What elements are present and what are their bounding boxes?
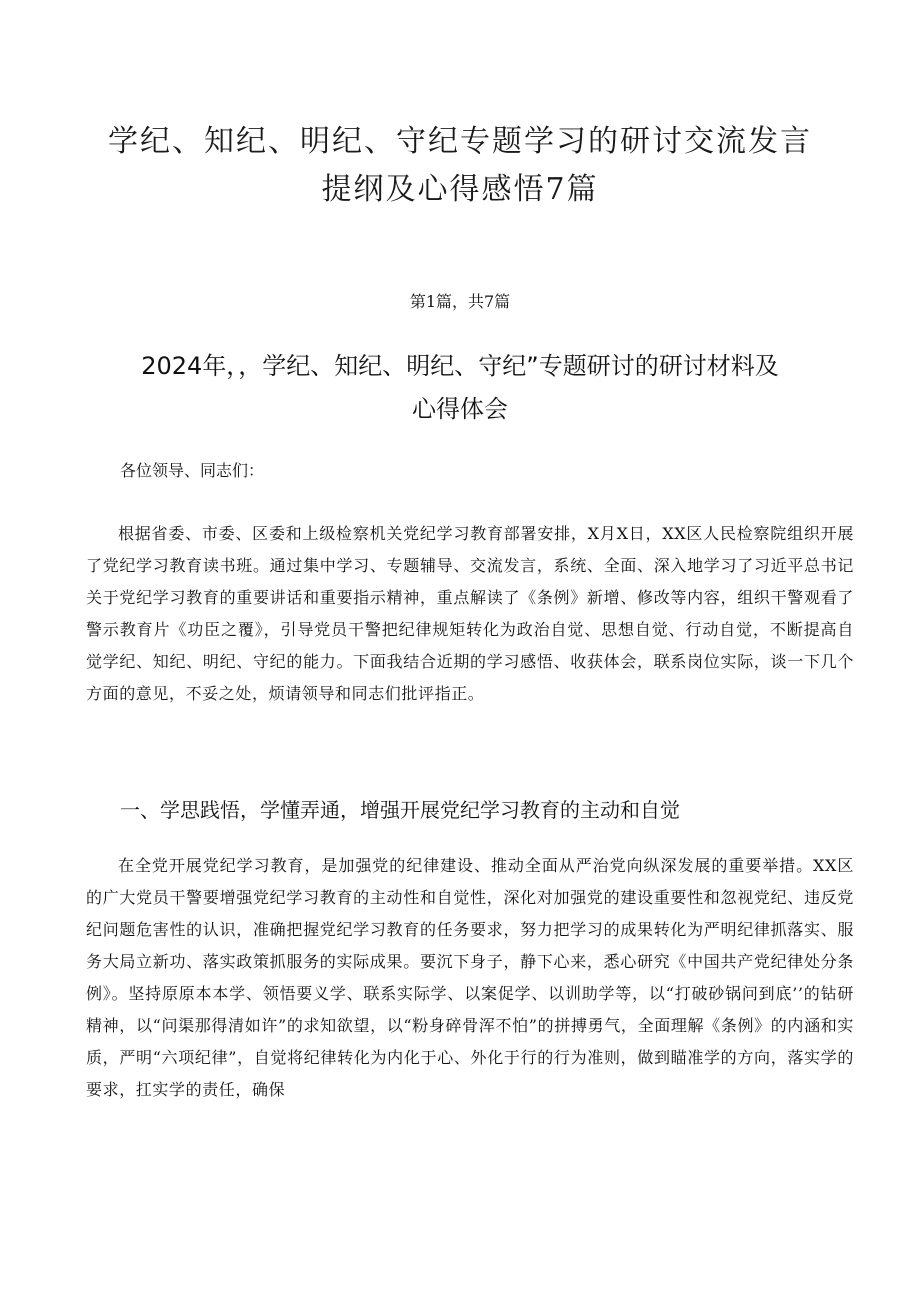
article-title — [90, 345, 830, 431]
document-title-line-1: 学纪、知纪、明纪、守纪专题学习的研讨交流发言 — [108, 124, 812, 159]
section-heading-1: 一、学思践悟，学懂弄通，增强开展党纪学习教育的主动和自觉 — [120, 798, 680, 822]
article-title-line-1: 2024年，，学纪、知纪、明纪、守纪”专题研讨的研讨材料及 — [141, 352, 779, 380]
document-title-line-2: 提纲及心得感悟7篇 — [321, 172, 599, 207]
body-paragraph-2: 在全党开展党纪学习教育，是加强党的纪律建设、推动全面从严治党向纵深发展的重要举措。XX区的广大党员干警要增强党纪学习教育的主动性和自觉性，深化对加强党的建设重要性和忽视党纪、违反党纪问题危害性的认识，准确把握党纪学习教育的任务要求，努力把学习的成果转化为严明纪律抓落实、服务大局立新功、落实政策抓服务的实际成果。要沉下身子，静下心来，悉心研究《中国共产党纪律处分条例》。坚持原原本本学、领悟要义学、联系实际学、以案促学、以训助学等，以“打破砂锅问到底’’的钻研精神，以“问渠那得清如许”的求知欲望，以“粉身碎骨浑不怕”的拼搏勇气，全面理解《条例》的内涵和实质，严明“六项纪律”，自觉将纪律转化为内化于心、外化于行的行为准则，做到瞄准学的方向，落实学的要求，扛实学的责任，确保 — [86, 856, 854, 1099]
greeting: 各位领导、同志们： — [120, 461, 265, 480]
part-label: 第1篇，共7篇 — [409, 292, 511, 311]
document-title — [90, 118, 830, 214]
article-title-line-2: 心得体会 — [412, 395, 508, 423]
body-paragraph-1: 根据省委、市委、区委和上级检察机关党纪学习教育部署安排，X月X日，XX区人民检察院组织开展了党纪学习教育读书班。通过集中学习、专题辅导、交流发言，系统、全面、深入地学习了习近平总书记关于党纪学习教育的重要讲话和重要指示精神，重点解读了《条例》新增、修改等内容，组织干警观看了警示教育片《功臣之覆》，引导党员干警把纪律规矩转化为政治自觉、思想自觉、行动自觉，不断提高自觉学纪、知纪、明纪、守纪的能力。下面我结合近期的学习感悟、收获体会，联系岗位实际，谈一下几个方面的意见，不妥之处，烦请领导和同志们批评指正。 — [86, 524, 854, 703]
